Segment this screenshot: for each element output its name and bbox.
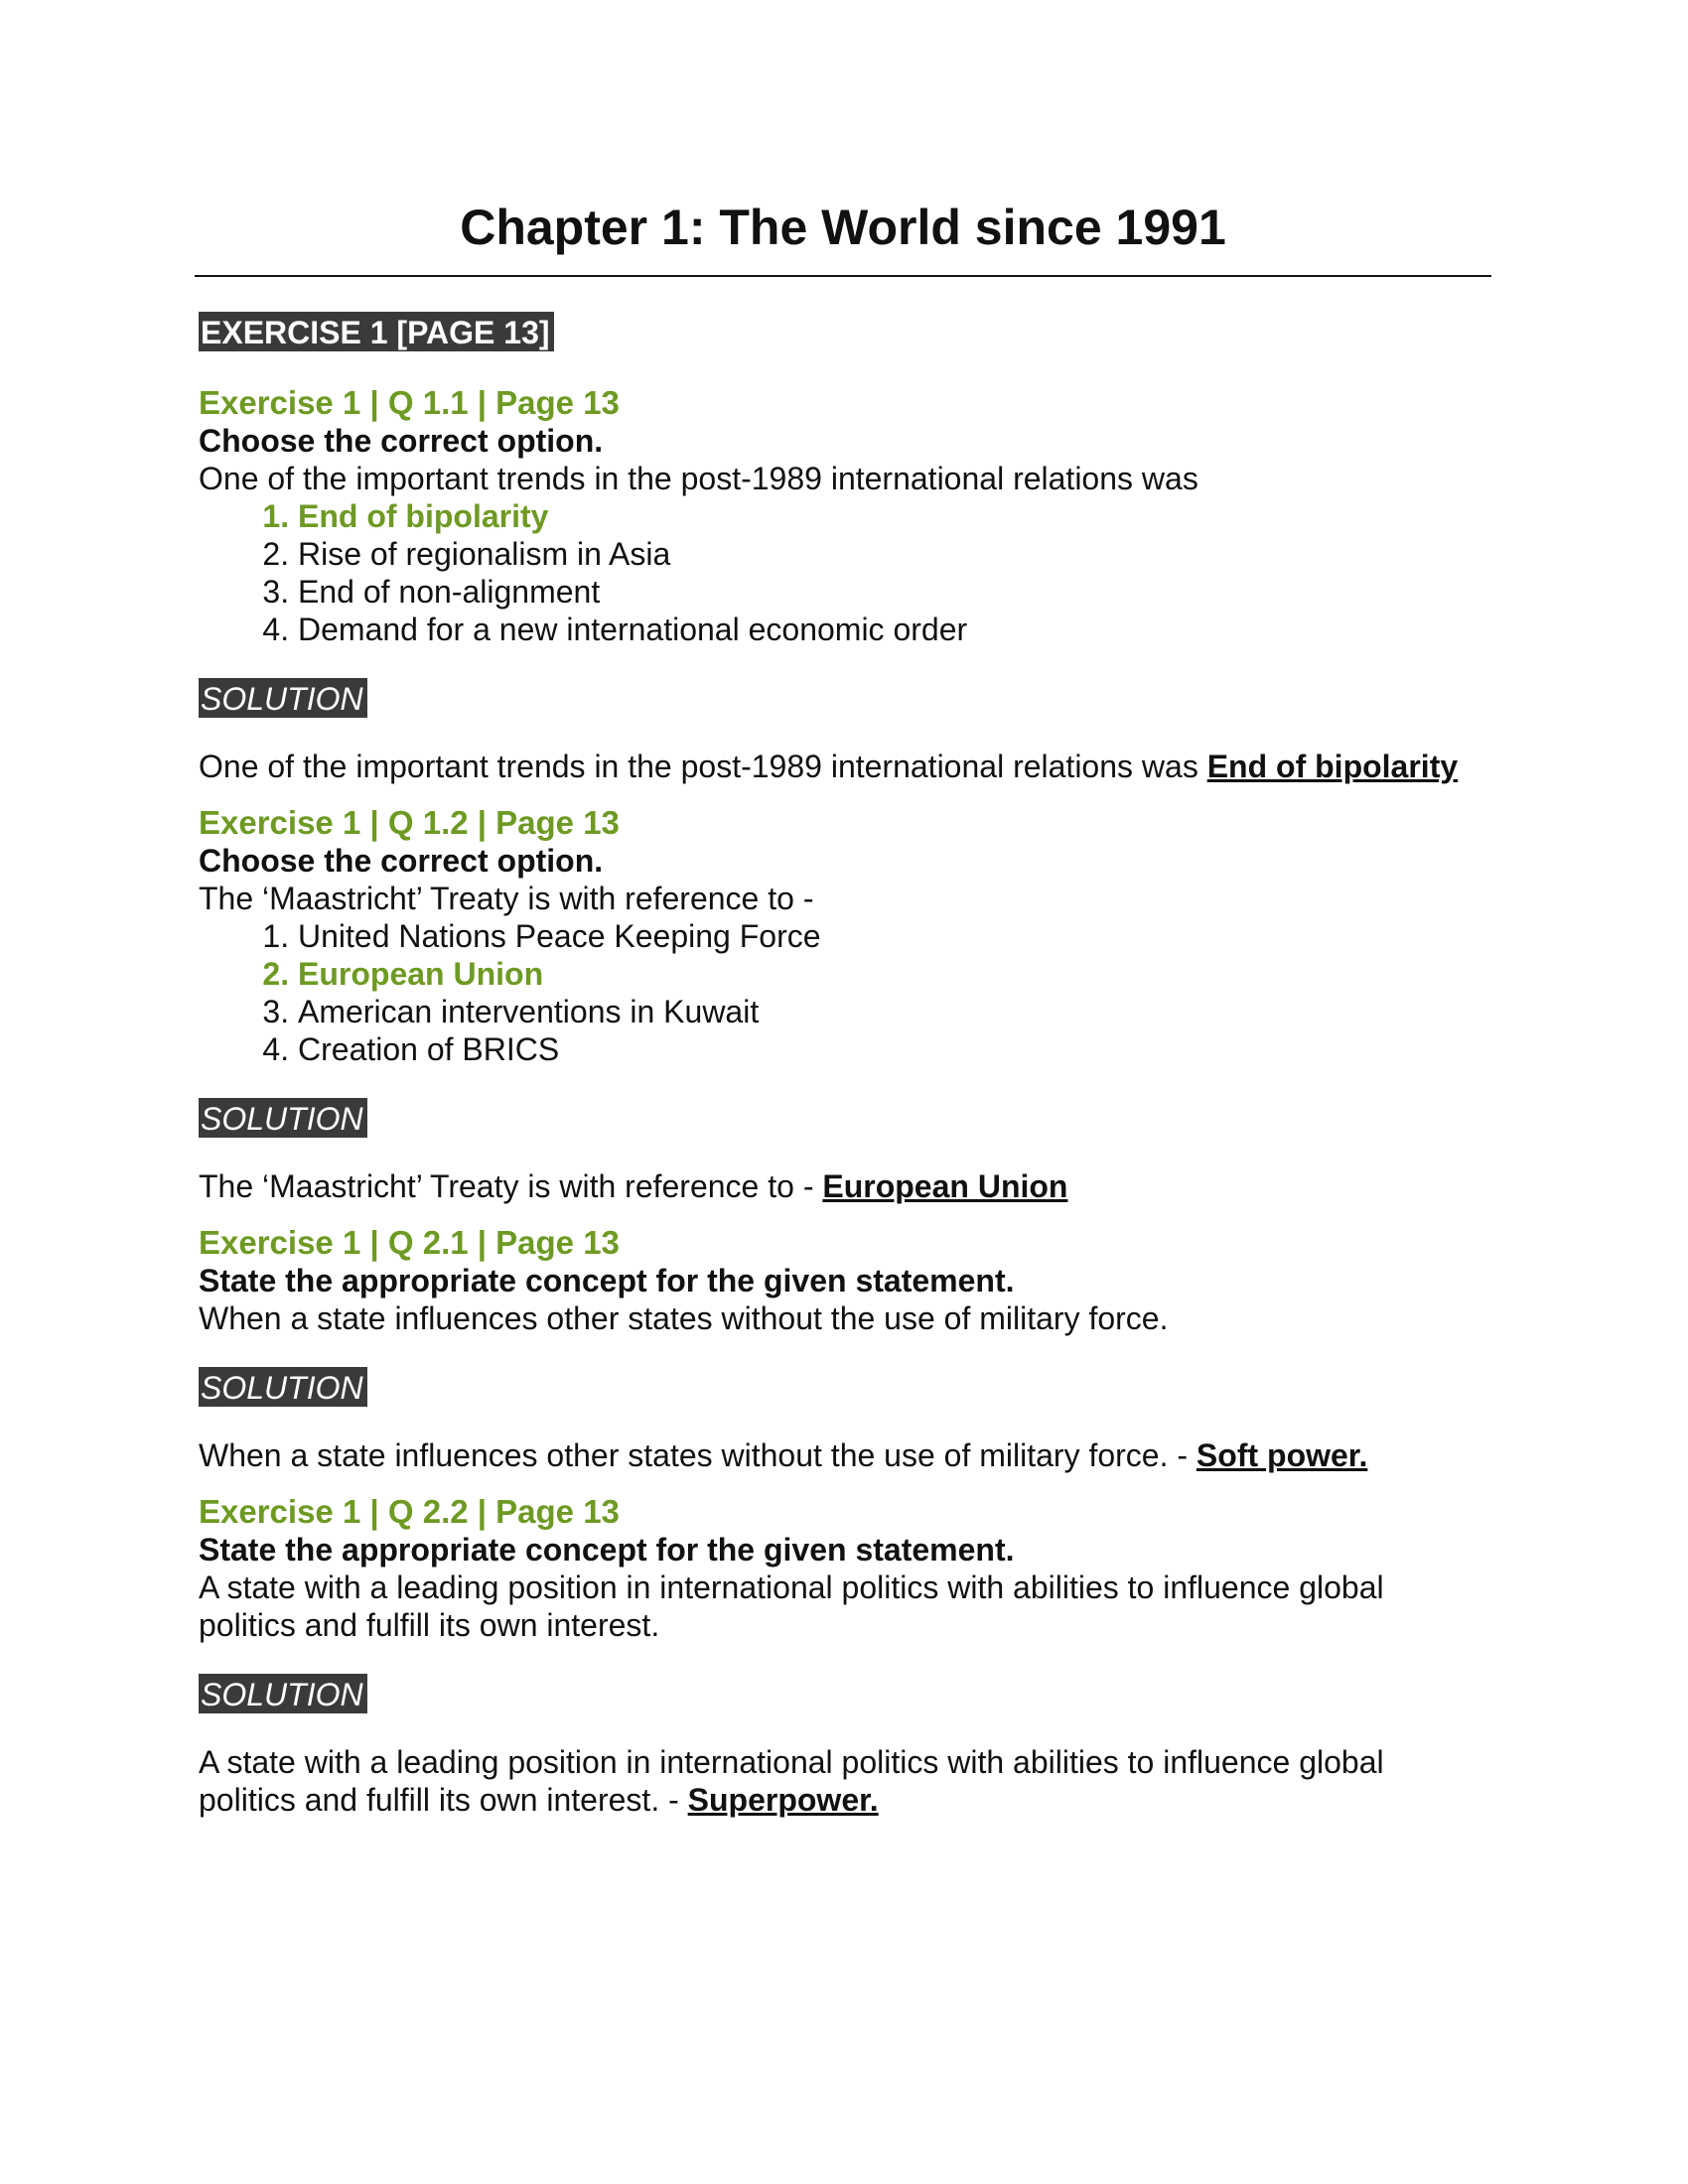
question-header: Exercise 1 | Q 1.2 | Page 13 xyxy=(199,804,620,841)
question-prompt: Choose the correct option. xyxy=(199,423,604,459)
question-text: One of the important trends in the post-1989 international relations was xyxy=(199,461,1198,496)
question-prompt: State the appropriate concept for the given statement. xyxy=(199,1532,1015,1568)
option-item-correct: 2. European Union xyxy=(298,955,1489,993)
option-item: 3. End of non-alignment xyxy=(298,573,1489,611)
content xyxy=(199,312,1489,1837)
question-text: When a state influences other states without the use of military force. xyxy=(199,1300,1169,1336)
question-header: Exercise 1 | Q 1.1 | Page 13 xyxy=(199,384,620,421)
solution-text xyxy=(199,1167,1489,1205)
solution-answer: European Union xyxy=(822,1168,1068,1204)
question-text: A state with a leading position in international politics with abilities to influence global politics and fulfill its own interest. xyxy=(199,1570,1384,1643)
title-divider xyxy=(195,275,1491,277)
option-item: 4. Creation of BRICS xyxy=(298,1030,1489,1068)
option-item: 2. Rise of regionalism in Asia xyxy=(298,535,1489,573)
option-item: 1. United Nations Peace Keeping Force xyxy=(298,917,1489,955)
question-block xyxy=(199,803,1489,1205)
solution-body: One of the important trends in the post-1989 international relations was xyxy=(199,749,1207,784)
question-text: The ‘Maastricht’ Treaty is with reference to - xyxy=(199,881,814,916)
solution-text xyxy=(199,748,1489,785)
solution-label: SOLUTION xyxy=(199,1098,367,1138)
exercise-tag: EXERCISE 1 [PAGE 13] xyxy=(199,312,554,351)
solution-label: SOLUTION xyxy=(199,1367,367,1407)
solution-answer: End of bipolarity xyxy=(1206,749,1459,784)
option-item: 4. Demand for a new international economic order xyxy=(298,611,1489,648)
question-block xyxy=(199,1492,1489,1819)
question-block xyxy=(199,1223,1489,1474)
solution-label: SOLUTION xyxy=(199,1674,367,1713)
option-item: 3. American interventions in Kuwait xyxy=(298,993,1489,1030)
question-header: Exercise 1 | Q 2.1 | Page 13 xyxy=(199,1224,620,1261)
question-prompt: State the appropriate concept for the given statement. xyxy=(199,1263,1015,1298)
solution-body: When a state influences other states without the use of military force. - xyxy=(199,1437,1196,1473)
chapter-title: Chapter 1: The World since 1991 xyxy=(460,200,1226,255)
question-block xyxy=(199,383,1489,785)
option-list xyxy=(199,497,1489,648)
solution-answer: Superpower. xyxy=(687,1782,879,1818)
solution-answer: Soft power. xyxy=(1196,1437,1368,1473)
solution-text xyxy=(199,1436,1489,1474)
option-item-correct: 1. End of bipolarity xyxy=(298,497,1489,535)
solution-label: SOLUTION xyxy=(199,678,367,718)
question-header: Exercise 1 | Q 2.2 | Page 13 xyxy=(199,1493,620,1530)
solution-body: A state with a leading position in international politics with abilities to influence global politics and fulfill its own interest. - xyxy=(199,1744,1384,1818)
solution-body: The ‘Maastricht’ Treaty is with reference to - xyxy=(199,1168,823,1204)
option-list xyxy=(199,917,1489,1068)
question-prompt: Choose the correct option. xyxy=(199,843,604,879)
solution-text xyxy=(199,1743,1489,1819)
